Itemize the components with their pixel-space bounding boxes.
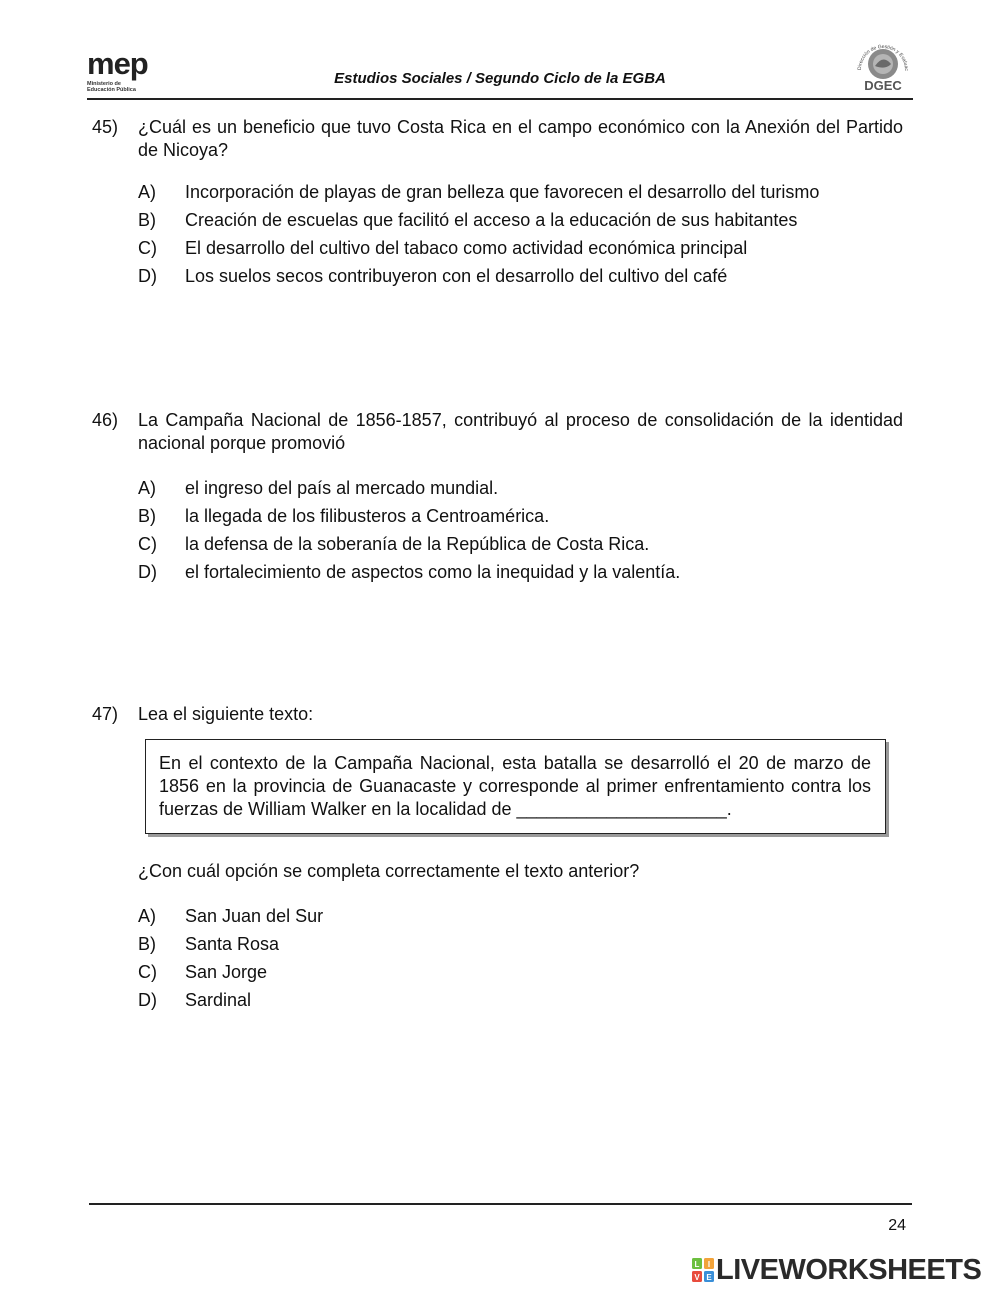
option-letter: B) [138,506,156,526]
option-letter: D) [138,266,157,286]
dgec-logo [853,40,913,96]
question-47 [92,703,903,726]
liveworksheets-logo-icon [692,1258,714,1282]
option-letter: B) [138,210,156,230]
option-letter: B) [138,934,156,954]
option-text: Los suelos secos contribuyeron con el desarrollo del cultivo del café [185,266,728,286]
option-a[interactable] [138,181,903,209]
dgec-logo-text: DGEC [864,78,902,93]
option-d[interactable] [138,561,903,589]
option-letter: C) [138,962,157,982]
logo-letter-e: E [706,1273,712,1282]
question-47-options [92,905,903,1017]
option-text: El desarrollo del cultivo del tabaco como actividad económica principal [185,238,748,258]
question-number: 45) [92,117,119,137]
question-45 [92,116,903,293]
option-c[interactable] [138,533,903,561]
option-b[interactable] [138,505,903,533]
header-title: Estudios Sociales / Segundo Ciclo de la EGBA [334,70,666,87]
logo-letter-l: L [694,1260,700,1269]
option-text: el ingreso del país al mercado mundial. [185,478,499,498]
dgec-emblem-icon [853,40,913,80]
question-text: Lea el siguiente texto: [138,704,314,724]
option-letter: D) [138,990,157,1010]
mep-logo-word: mep [87,46,148,81]
option-letter: C) [138,238,157,258]
option-text: la defensa de la soberanía de la República de Costa Rica. [185,534,650,554]
option-text: San Jorge [185,962,268,982]
footer-divider [89,1203,912,1205]
mep-logo-subtitle-line1: Ministerio de [87,81,121,87]
option-c[interactable] [138,237,903,265]
option-text: Santa Rosa [185,934,280,954]
option-letter: A) [138,906,156,926]
logo-letter-v: V [694,1273,700,1282]
dgec-arc-text: Dirección de Gestión y Evaluac [856,43,910,71]
question-text: La Campaña Nacional de 1856-1857, contribuyó al proceso de consolidación de la identidad nacional porque promovió [138,410,903,453]
liveworksheets-wordmark: LIVEWORKSHEETS [716,1254,982,1286]
logo-letter-i: I [707,1260,711,1269]
page-header [87,40,913,100]
option-letter: A) [138,478,156,498]
option-d[interactable] [138,265,903,293]
question-46 [92,409,903,589]
option-letter: D) [138,562,157,582]
option-text: la llegada de los filibusteros a Centroamérica. [185,506,550,526]
options-list [138,905,903,1017]
option-letter: C) [138,534,157,554]
option-a[interactable] [138,905,903,933]
options-list [138,477,903,589]
option-c[interactable] [138,961,903,989]
option-text: Incorporación de playas de gran belleza que favorecen el desarrollo del turismo [185,182,820,202]
option-text: Sardinal [185,990,252,1010]
reading-passage-box: En el contexto de la Campaña Nacional, esta batalla se desarrolló el 20 de marzo de 1856 en la provincia de Guanacaste y corresponde al primer enfrentamiento contra los fuerzas de William Walker en la localidad de _____________________. [145,739,886,834]
page-number: 24 [888,1217,906,1234]
options-list [138,181,903,293]
liveworksheets-brand[interactable] [692,1252,992,1288]
mep-logo-subtitle-line2: Educación Pública [87,87,136,93]
option-text: el fortalecimiento de aspectos como la inequidad y la valentía. [185,562,681,582]
question-prompt: ¿Con cuál opción se completa correctamente el texto anterior? [138,861,640,881]
option-text: San Juan del Sur [185,906,324,926]
option-b[interactable] [138,933,903,961]
question-number: 47) [92,704,119,724]
question-number: 46) [92,410,119,430]
option-d[interactable] [138,989,903,1017]
option-text: Creación de escuelas que facilitó el acceso a la educación de sus habitantes [185,210,798,230]
question-text: ¿Cuál es un beneficio que tuvo Costa Rica en el campo económico con la Anexión del Partido de Nicoya? [138,117,903,160]
option-b[interactable] [138,209,903,237]
option-letter: A) [138,182,156,202]
option-a[interactable] [138,477,903,505]
